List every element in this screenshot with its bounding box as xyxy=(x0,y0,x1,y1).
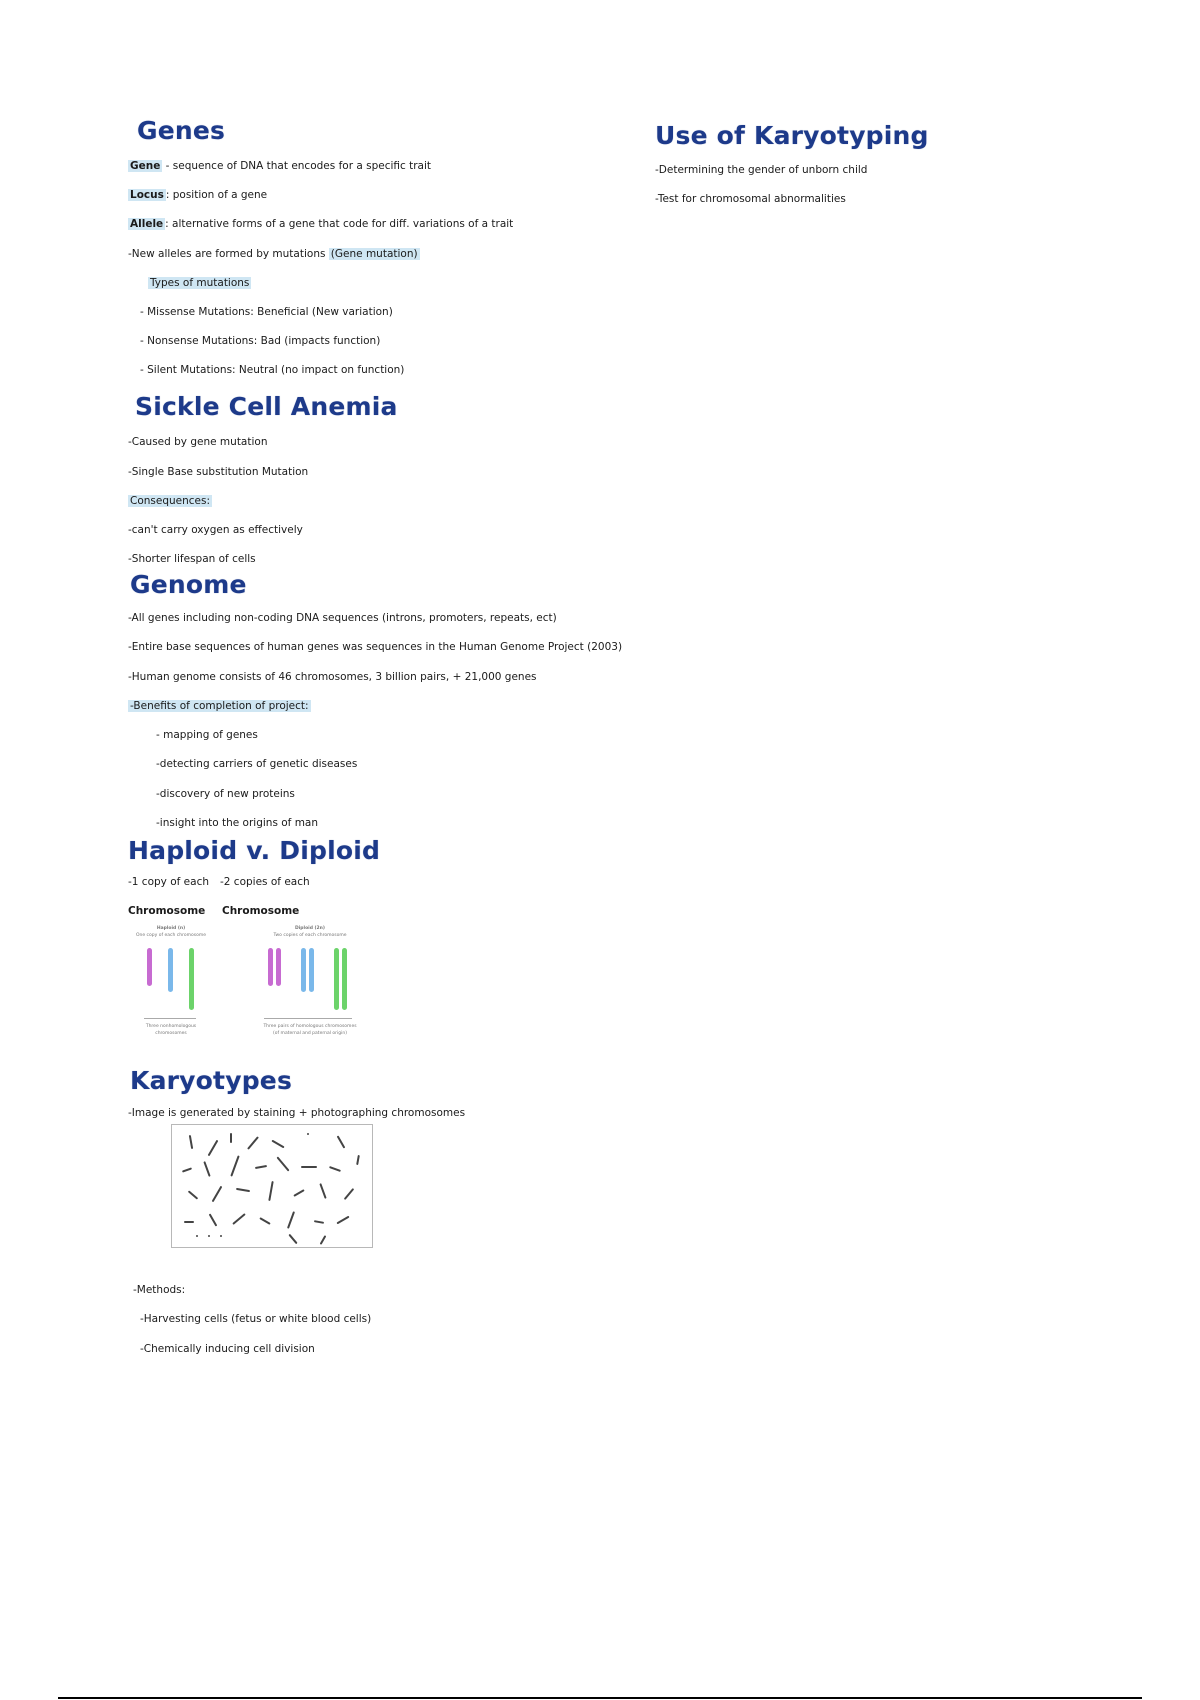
haploid-chromosome-label xyxy=(128,905,205,917)
haploid-chromosome-blue xyxy=(168,948,173,992)
haploid-chromosome-green xyxy=(189,948,194,1010)
use-line-2: -Test for chromosomal abnormalities xyxy=(655,193,846,205)
karyotype-chromosome-mark xyxy=(247,1136,259,1150)
chromosome-label-1: Chromosome xyxy=(128,905,206,917)
karyotype-chromosome-mark xyxy=(212,1186,223,1203)
karyotype-chromosome-mark xyxy=(276,1156,289,1171)
karyotypes-heading: Karyotypes xyxy=(130,1066,293,1095)
haploid-chromosome-pink xyxy=(147,948,152,986)
mutation-missense: - Missense Mutations: Beneficial (New variation) xyxy=(140,306,393,318)
karyotype-chromosome-mark xyxy=(196,1235,198,1237)
new-alleles-text: -New alleles are formed by mutations xyxy=(128,248,326,260)
karyotype-chromosome-mark xyxy=(293,1189,304,1197)
karyotype-chromosome-mark xyxy=(182,1167,192,1172)
benefit-1: - mapping of genes xyxy=(156,729,258,741)
haploid-figure xyxy=(130,922,212,1042)
karyotype-chromosome-mark xyxy=(184,1221,194,1223)
diploid-fig-title: Diploid (2n) xyxy=(295,926,325,931)
locus-definition: : position of a gene xyxy=(165,189,268,201)
karyotype-chromosome-mark xyxy=(329,1166,341,1172)
karyotype-chromosome-mark xyxy=(209,1213,218,1226)
sickle-line-3: -can't carry oxygen as effectively xyxy=(128,524,303,536)
gene-mutation-highlight: (Gene mutation) xyxy=(330,248,418,260)
karyotypes-line-1: -Image is generated by staining + photographing chromosomes xyxy=(128,1107,466,1119)
karyotype-chromosome-mark xyxy=(255,1165,267,1169)
karyotype-chromosome-mark xyxy=(337,1135,346,1148)
method-2: -Chemically inducing cell division xyxy=(140,1343,315,1355)
diploid-fig-caption-1: Three pairs of homologous chromosomes xyxy=(263,1024,357,1029)
haploid-fig-caption-1: Three nonhomologous xyxy=(145,1024,197,1029)
benefits-text: -Benefits of completion of project: xyxy=(130,700,309,712)
karyotype-image xyxy=(171,1124,373,1248)
diploid-chromosome-green-1 xyxy=(334,948,339,1010)
haploid-fig-subtitle: One copy of each chromosome xyxy=(135,933,207,938)
haploid-copies: -1 copy of each xyxy=(128,876,210,888)
diploid-chromosome-green-2 xyxy=(342,948,347,1010)
diploid-chromosome-blue-2 xyxy=(309,948,314,992)
genome-line-2: -Entire base sequences of human genes was sequences in the Human Genome Project (2003) xyxy=(128,641,623,653)
diploid-chromosome-pink-1 xyxy=(268,948,273,986)
diploid-copies: -2 copies of each xyxy=(220,876,310,888)
allele-definition: : alternative forms of a gene that code for diff. variations of a trait xyxy=(165,218,514,230)
diploid-chromosome-label xyxy=(222,905,299,917)
karyotype-chromosome-mark xyxy=(208,1140,219,1157)
karyotype-chromosome-mark xyxy=(314,1220,324,1224)
karyotype-chromosome-mark xyxy=(336,1216,349,1225)
term-locus: Locus xyxy=(130,189,164,201)
benefit-3: -discovery of new proteins xyxy=(156,788,295,800)
mutation-silent: - Silent Mutations: Neutral (no impact on function) xyxy=(140,364,405,376)
bottom-rule xyxy=(58,1697,1142,1699)
diploid-fig-subtitle: Two copies of each chromosome xyxy=(273,933,347,938)
karyotype-chromosome-mark xyxy=(344,1188,355,1200)
types-of-mutations xyxy=(148,277,251,289)
haploid-bracket xyxy=(144,1018,196,1019)
karyotype-chromosome-mark xyxy=(203,1161,210,1177)
karyotype-chromosome-mark xyxy=(230,1133,232,1143)
karyotype-chromosome-mark xyxy=(288,1234,297,1244)
genes-line-new-alleles xyxy=(128,248,420,260)
methods-label: -Methods: xyxy=(133,1284,186,1296)
karyotype-chromosome-mark xyxy=(232,1213,246,1225)
diploid-fig-caption-2: (of maternal and paternal origin) xyxy=(273,1031,347,1036)
karyotype-chromosome-mark xyxy=(320,1235,327,1245)
karyotype-chromosome-mark xyxy=(188,1190,198,1199)
sickle-line-4: -Shorter lifespan of cells xyxy=(128,553,256,565)
genes-line-gene xyxy=(128,160,431,172)
karyotype-chromosome-mark xyxy=(230,1155,239,1176)
benefit-4: -insight into the origins of man xyxy=(156,817,319,829)
use-line-1: -Determining the gender of unborn child xyxy=(655,164,868,176)
karyotype-chromosome-mark xyxy=(271,1140,284,1149)
karyotype-chromosome-mark xyxy=(236,1188,250,1192)
diploid-figure xyxy=(256,922,364,1042)
karyotype-chromosome-mark xyxy=(189,1135,193,1149)
genome-heading: Genome xyxy=(130,570,247,599)
sickle-line-2: -Single Base substitution Mutation xyxy=(128,466,309,478)
sickle-cell-heading: Sickle Cell Anemia xyxy=(135,392,398,421)
mutation-nonsense: - Nonsense Mutations: Bad (impacts function) xyxy=(140,335,381,347)
benefits-label xyxy=(128,700,311,712)
karyotype-chromosome-mark xyxy=(268,1181,273,1201)
use-of-karyotyping-heading: Use of Karyotyping xyxy=(655,121,929,150)
haploid-fig-title: Haploid (n) xyxy=(156,926,186,931)
karyotype-chromosome-mark xyxy=(259,1217,270,1225)
genome-line-1: -All genes including non-coding DNA sequences (introns, promoters, repeats, ect) xyxy=(128,612,557,624)
karyotype-chromosome-mark xyxy=(287,1211,295,1229)
method-1: -Harvesting cells (fetus or white blood cells) xyxy=(140,1313,372,1325)
karyotype-chromosome-mark xyxy=(307,1133,309,1135)
karyotype-chromosome-mark xyxy=(319,1183,326,1199)
benefit-2: -detecting carriers of genetic diseases xyxy=(156,758,358,770)
types-of-mutations-label: Types of mutations xyxy=(150,277,250,289)
diploid-chromosome-pink-2 xyxy=(276,948,281,986)
genes-line-locus xyxy=(128,189,267,201)
karyotype-chromosome-mark xyxy=(356,1155,360,1165)
chromosome-label-2: Chromosome xyxy=(222,905,300,917)
karyotype-chromosome-mark xyxy=(301,1166,317,1168)
genes-line-allele xyxy=(128,218,513,230)
haploid-diploid-heading: Haploid v. Diploid xyxy=(128,836,381,865)
consequences-text: Consequences: xyxy=(130,495,211,507)
diploid-bracket xyxy=(264,1018,352,1019)
gene-definition: - sequence of DNA that encodes for a specific trait xyxy=(162,160,432,172)
genome-line-3: -Human genome consists of 46 chromosomes, 3 billion pairs, + 21,000 genes xyxy=(128,671,537,683)
sickle-line-1: -Caused by gene mutation xyxy=(128,436,268,448)
consequences-label xyxy=(128,495,212,507)
genes-heading: Genes xyxy=(137,116,226,145)
term-allele: Allele xyxy=(130,218,164,230)
karyotype-chromosome-mark xyxy=(208,1235,210,1237)
diploid-chromosome-blue-1 xyxy=(301,948,306,992)
term-gene: Gene xyxy=(130,160,161,172)
karyotype-chromosome-mark xyxy=(220,1235,222,1237)
haploid-fig-caption-2: chromosomes xyxy=(155,1031,187,1036)
